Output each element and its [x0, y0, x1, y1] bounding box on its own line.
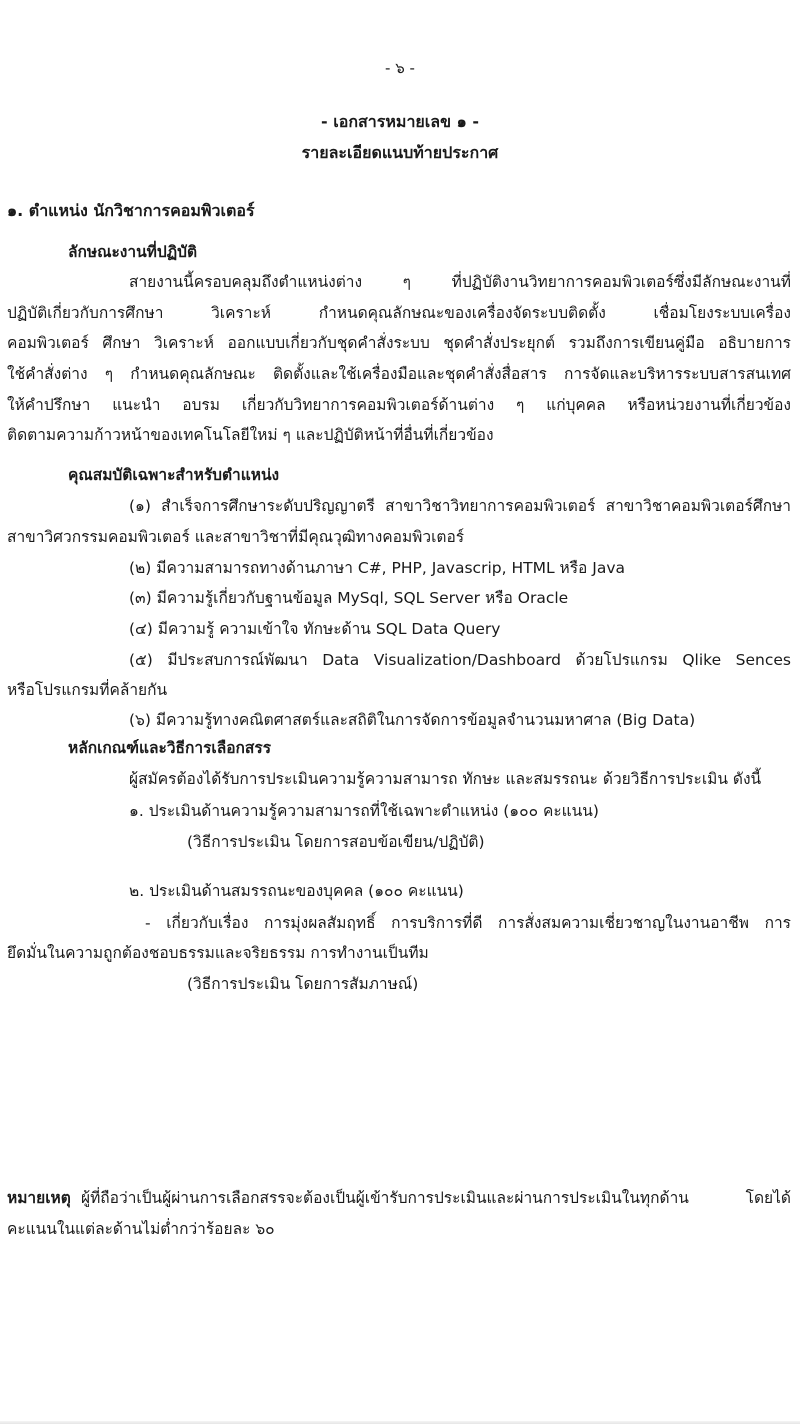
- qualification-item: หรือโปรแกรมที่คล้ายกัน: [7, 681, 168, 699]
- selection-item-competency-detail: - เกี่ยวกับเรื่อง การมุ่งผลสัมฤทธิ์ การบริการที่ดี การสั่งสมความเชี่ยวชาญในงานอาชีพ การ: [145, 914, 791, 932]
- selection-item-competency-detail: ยึดมั่นในความถูกต้องชอบธรรมและจริยธรรม การทำงานเป็นทีม: [7, 944, 429, 962]
- qualification-item: (๕) มีประสบการณ์พัฒนา Data Visualization/Dashboard ด้วยโปรแกรม Qlike Sences: [129, 651, 791, 669]
- position-heading: ๑. ตำแหน่ง นักวิชาการคอมพิวเตอร์: [7, 201, 255, 220]
- duties-line: คอมพิวเตอร์ ศึกษา วิเคราะห์ ออกแบบเกี่ยวกับชุดคำสั่งระบบ ชุดคำสั่งประยุกต์ รวมถึงการเขียนคู่มือ อธิบายการ: [7, 334, 791, 352]
- qualifications-heading: คุณสมบัติเฉพาะสำหรับตำแหน่ง: [68, 466, 280, 484]
- document-number: - เอกสารหมายเลข ๑ -: [321, 112, 479, 131]
- qualification-item: สาขาวิศวกรรมคอมพิวเตอร์ และสาขาวิชาที่มีคุณวุฒิทางคอมพิวเตอร์: [7, 528, 465, 546]
- duties-line: ให้คำปรึกษา แนะนำ อบรม เกี่ยวกับวิทยาการคอมพิวเตอร์ด้านต่าง ๆ แก่บุคคล หรือหน่วยงานที่เกี่ยวข้อง: [7, 396, 791, 414]
- selection-item-knowledge: ๑. ประเมินด้านความรู้ความสามารถที่ใช้เฉพาะตำแหน่ง (๑๐๐ คะแนน): [129, 802, 599, 820]
- document-title: รายละเอียดแนบท้ายประกาศ: [301, 143, 499, 162]
- selection-item-competency-method: (วิธีการประเมิน โดยการสัมภาษณ์): [187, 975, 419, 993]
- qualification-item: (๖) มีความรู้ทางคณิตศาสตร์และสถิติในการจัดการข้อมูลจำนวนมหาศาล (Big Data): [129, 711, 696, 729]
- selection-intro: ผู้สมัครต้องได้รับการประเมินความรู้ความสามารถ ทักษะ และสมรรถนะ ด้วยวิธีการประเมิน ดังนี้: [129, 770, 762, 788]
- qualification-item: (๓) มีความรู้เกี่ยวกับฐานข้อมูล MySql, SQL Server หรือ Oracle: [129, 589, 569, 607]
- duties-line: สายงานนี้ครอบคลุมถึงตำแหน่งต่าง ๆ ที่ปฏิบัติงานวิทยาการคอมพิวเตอร์ซึ่งมีลักษณะงานที่: [129, 273, 791, 291]
- qualification-item: (๒) มีความสามารถทางด้านภาษา C#, PHP, Javascrip, HTML หรือ Java: [129, 559, 626, 577]
- duties-line: ติดตามความก้าวหน้าของเทคโนโลยีใหม่ ๆ และปฏิบัติหน้าที่อื่นที่เกี่ยวข้อง: [7, 426, 494, 444]
- note-text: ผู้ที่ถือว่าเป็นผู้ผ่านการเลือกสรรจะต้องเป็นผู้เข้ารับการประเมินและผ่านการประเมินในทุกด้าน โดยได้: [81, 1189, 791, 1207]
- note-label: หมายเหตุ: [7, 1189, 71, 1207]
- duties-line: ใช้คำสั่งต่าง ๆ กำหนดคุณลักษณะ ติดตั้งและใช้เครื่องมือและชุดคำสั่งสื่อสาร การจัดและบริหารระบบสารสนเทศ: [7, 365, 791, 383]
- duties-heading: ลักษณะงานที่ปฏิบัติ: [68, 243, 198, 261]
- qualification-item: (๔) มีความรู้ ความเข้าใจ ทักษะด้าน SQL Data Query: [129, 620, 501, 638]
- note-text: คะแนนในแต่ละด้านไม่ต่ำกว่าร้อยละ ๖๐: [7, 1220, 275, 1238]
- selection-heading: หลักเกณฑ์และวิธีการเลือกสรร: [68, 739, 272, 757]
- selection-item-competency: ๒. ประเมินด้านสมรรถนะของบุคคล (๑๐๐ คะแนน): [129, 882, 464, 900]
- selection-item-knowledge-method: (วิธีการประเมิน โดยการสอบข้อเขียน/ปฏิบัติ): [187, 833, 485, 851]
- page-number: - ๖ -: [385, 59, 415, 77]
- qualification-item: (๑) สำเร็จการศึกษาระดับปริญญาตรี สาขาวิชาวิทยาการคอมพิวเตอร์ สาขาวิชาคอมพิวเตอร์ศึกษา: [129, 497, 791, 515]
- duties-line: ปฏิบัติเกี่ยวกับการศึกษา วิเคราะห์ กำหนดคุณลักษณะของเครื่องจัดระบบติดตั้ง เชื่อมโยงระบบเครื่อง: [7, 304, 791, 322]
